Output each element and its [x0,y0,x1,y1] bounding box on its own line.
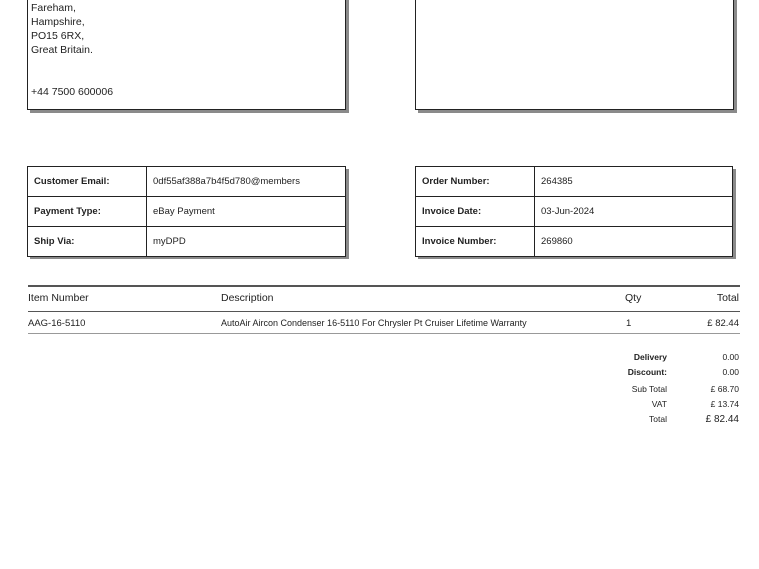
phone-number: +44 7500 600006 [31,86,114,98]
customer-email-value: 0df55af388a7b4f5d780@members [147,167,346,197]
billing-address-box [27,0,346,110]
address-line: Hampshire, [31,16,85,28]
table-row [416,227,733,257]
subtotal-label: Sub Total [631,384,667,394]
address-line: Great Britain. [31,44,93,56]
header-description: Description [221,292,274,304]
total-cell: £ 82.44 [707,318,739,329]
customer-info-box [27,166,346,256]
table-row [416,167,733,197]
header-total: Total [716,292,739,304]
grand-total-label: Total [649,414,667,424]
header-item-number: Item Number [28,292,89,304]
ship-via-value: myDPD [147,227,346,257]
shipping-address-box [415,0,734,110]
order-info-box [415,166,733,256]
description-cell: AutoAir Aircon Condenser 16-5110 For Chrysler Pt Cruiser Lifetime Warranty [221,318,527,328]
payment-type-value: eBay Payment [147,197,346,227]
order-number-label: Order Number: [416,167,535,197]
item-number-cell: AAG-16-5110 [28,318,86,329]
subtotal-value: £ 68.70 [710,384,739,394]
delivery-label: Delivery [633,352,667,362]
items-bottom-rule [28,333,740,334]
invoice-number-label: Invoice Number: [416,227,535,257]
table-row [28,197,346,227]
address-line: Fareham, [31,2,76,14]
invoice-date-value: 03-Jun-2024 [535,197,733,227]
delivery-value: 0.00 [722,352,739,362]
address-line: PO15 6RX, [31,30,85,42]
table-row [416,197,733,227]
ship-via-label: Ship Via: [28,227,147,257]
order-number-value: 264385 [535,167,733,197]
discount-value: 0.00 [722,367,739,377]
vat-label: VAT [651,399,667,409]
customer-info-table [27,166,346,257]
discount-label: Discount: [627,367,667,377]
payment-type-label: Payment Type: [28,197,147,227]
table-row [28,167,346,197]
vat-value: £ 13.74 [710,399,739,409]
invoice-date-label: Invoice Date: [416,197,535,227]
qty-cell: 1 [626,318,632,329]
invoice-number-value: 269860 [535,227,733,257]
items-header-rule [28,311,740,312]
grand-total-value: £ 82.44 [705,414,739,425]
header-qty: Qty [625,292,642,304]
customer-email-label: Customer Email: [28,167,147,197]
table-row [28,227,346,257]
order-info-table [415,166,733,257]
items-top-rule [28,285,740,287]
